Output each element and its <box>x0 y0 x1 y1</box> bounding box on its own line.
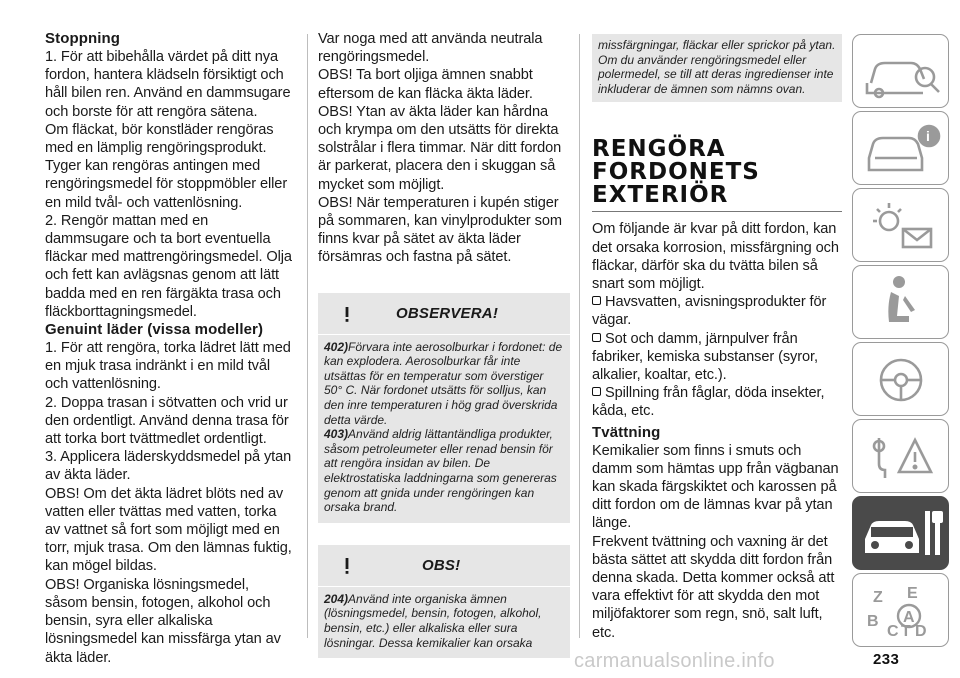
note-box-continued: missfärgningar, fläckar eller sprickor på ytan. Om du använder rengöringsmedel eller polermedel, se till att deras ingredienser inte inkluderar de ämnen som nämns ovan. <box>592 34 842 102</box>
paragraph: 2. Doppa trasan i sötvatten och vrid ur den ordentligt. Använd denna trasa för att torka bort tvättmedlet ordentligt. <box>45 394 289 448</box>
tab-emergency[interactable] <box>852 419 949 493</box>
paragraph: OBS! När temperaturen i kupén stiger på sommaren, kan vinylprodukter som finns kvar på sätet av äkta läder försämras och fastna på sätet. <box>318 194 562 266</box>
svg-text:Z: Z <box>873 589 883 606</box>
note-box <box>318 545 570 658</box>
warning-box-header <box>318 293 570 335</box>
warning-text: Använd aldrig lättantändliga produkter, såsom petroleumeter eller renad bensin för att rengöra insidan av bilen. De elektrostatiska laddningarna som genereras genom att gnida under rengöringen kan orsaka brand. <box>324 427 557 515</box>
section-title-line: RENGÖRA <box>592 136 726 163</box>
tab-car-maintenance[interactable] <box>852 496 949 570</box>
checkbox-bullet-icon <box>592 333 601 342</box>
svg-text:T: T <box>901 623 911 640</box>
note-text: Använd inte organiska ämnen (lösningsmedel, bensin, fotogen, alkohol, bensin, etc.) eller alkaliska eller sura lösningar. Dessa kemikalier kan orsaka <box>324 591 542 650</box>
svg-text:A: A <box>903 609 915 626</box>
car-search-icon <box>853 35 950 109</box>
svg-text:C: C <box>887 623 899 640</box>
tab-index[interactable] <box>852 573 949 647</box>
heading-upholstery: Stoppning <box>45 30 121 47</box>
note-title: OBS! <box>422 556 461 574</box>
column-divider-1 <box>307 34 308 638</box>
car-info-icon <box>853 112 950 186</box>
note-ref: 204) <box>324 591 349 606</box>
paragraph: 2. Rengör mattan med en dammsugare och ta bort eventuella fläckar med mattrengöringsmedel. Olja och fett kan avlägsnas genom att lätt badda med en ren färgäkta trasa och fläckborttagningsmedel. <box>45 212 292 320</box>
warning-triangle-icon <box>334 301 360 325</box>
warning-box <box>318 293 570 523</box>
car-maintenance-icon <box>853 497 950 571</box>
list-item: Havsvatten, avisningsprodukter för vägar. <box>592 294 827 329</box>
alphabetical-index-icon <box>853 574 950 648</box>
svg-text:i: i <box>926 128 930 144</box>
watermark: carmanualsonline.info <box>574 650 775 672</box>
note-box-body <box>318 587 570 658</box>
heading-genuine-leather: Genuint läder (vissa modeller) <box>45 321 264 339</box>
paragraph: 3. Applicera läderskyddsmedel på ytan av äkta läder. <box>45 449 292 484</box>
paragraph: Om följande är kvar på ditt fordon, kan det orsaka korrosion, missfärgning och fläckar, därför ska du tvätta bilen så snart som möjligt. <box>592 221 839 292</box>
paragraph: Kemikalier som finns i smuts och damm som hämtas upp från vägbanan kan skada färgskiktet och karossen på ditt fordon om de lämnas kvar på ytan länge. <box>592 442 839 532</box>
warning-triangle-icon <box>853 420 950 494</box>
svg-text:D: D <box>915 623 927 640</box>
column-divider-2 <box>579 34 580 638</box>
svg-text:B: B <box>867 613 879 630</box>
section-rule <box>592 211 842 212</box>
column-2 <box>318 30 570 658</box>
tab-car-search[interactable] <box>852 34 949 108</box>
checkbox-bullet-icon <box>592 296 601 305</box>
section-title-line: EXTERIÖR <box>592 182 729 209</box>
section-title-line: FORDONETS <box>592 159 760 186</box>
chapter-tab-bar <box>852 34 949 650</box>
dashboard-lights-icon <box>853 189 950 263</box>
steering-wheel-icon <box>853 343 950 417</box>
paragraph: 1. För att rengöra, torka lädret lätt med en mjuk trasa indränkt i en mild tvål och vattenlösning. <box>45 340 291 393</box>
paragraph: Var noga med att använda neutrala rengöringsmedel. <box>318 31 543 66</box>
warning-box-body <box>318 335 570 523</box>
checkbox-bullet-icon <box>592 387 601 396</box>
note-exclamation-icon <box>334 553 360 577</box>
section-title <box>592 138 842 207</box>
paragraph: OBS! Organiska lösningsmedel, såsom bensin, fotogen, alkohol och bensin, syra eller alkaliska lösningsmedel kan missfärga ytan av äkta läder. <box>45 576 281 666</box>
column-3 <box>592 30 842 642</box>
warning-text: Förvara inte aerosolburkar i fordonet: de kan explodera. Aerosolburkar får inte utsättas för en temperatur som överstiger 50° C. När fordonet utsätts för solljus, kan den inre temperaturen i hög grad överskrida detta värde. <box>324 339 563 427</box>
note-box-header <box>318 545 570 587</box>
list-item: Spillning från fåglar, döda insekter, kåda, etc. <box>592 385 825 420</box>
warning-title: OBSERVERA! <box>396 304 499 322</box>
tab-dashboard-lights[interactable] <box>852 188 949 262</box>
svg-text:E: E <box>907 585 918 602</box>
paragraph: OBS! Ta bort oljiga ämnen snabbt eftersom de kan fläcka äkta läder. <box>318 67 533 102</box>
list-item: Sot och damm, järnpulver från fabriker, kemiska substanser (syror, alkalier, koaltar, etc.). <box>592 330 818 383</box>
tab-car-info[interactable] <box>852 111 949 185</box>
tab-seat-safety[interactable] <box>852 265 949 339</box>
heading-washing: Tvättning <box>592 423 661 441</box>
seat-safety-icon <box>853 266 950 340</box>
page-number: 233 <box>873 651 900 668</box>
warning-ref: 403) <box>324 427 349 442</box>
column-1 <box>45 30 295 667</box>
warning-ref: 402) <box>324 339 349 354</box>
paragraph: OBS! Om det äkta lädret blöts ned av vatten eller tvättas med vatten, torka av vattnet så fort som möjligt med en torr, mjuk trasa. Om den lämnas fuktig, kan mögel bildas. <box>45 485 292 575</box>
paragraph: Frekvent tvättning och vaxning är det bästa sättet att skydda ditt fordon från denna skada. Detta kommer också att vara effektivt för att skydda den mot miljöfaktorer som regn, snö, salt luft, etc. <box>592 533 835 641</box>
paragraph: 1. För att bibehålla värdet på ditt nya fordon, hantera klädseln försiktigt och håll bilen ren. Använd en dammsugare och borste för att rengöra sätena. <box>45 49 291 120</box>
paragraph: OBS! Ytan av äkta läder kan hårdna och krympa om den utsätts för direkta solstrålar i flera timmar. När ditt fordon är parkerat, placera den i skuggan så mycket som möjligt. <box>318 103 562 193</box>
paragraph: Om fläckat, bör konstläder rengöras med en lämplig rengöringsprodukt. Tyger kan rengöras antingen med rengöringsmedel för stoppmöbler eller en mild tvål- och vattenlösning. <box>45 121 288 211</box>
tab-steering-wheel[interactable] <box>852 342 949 416</box>
